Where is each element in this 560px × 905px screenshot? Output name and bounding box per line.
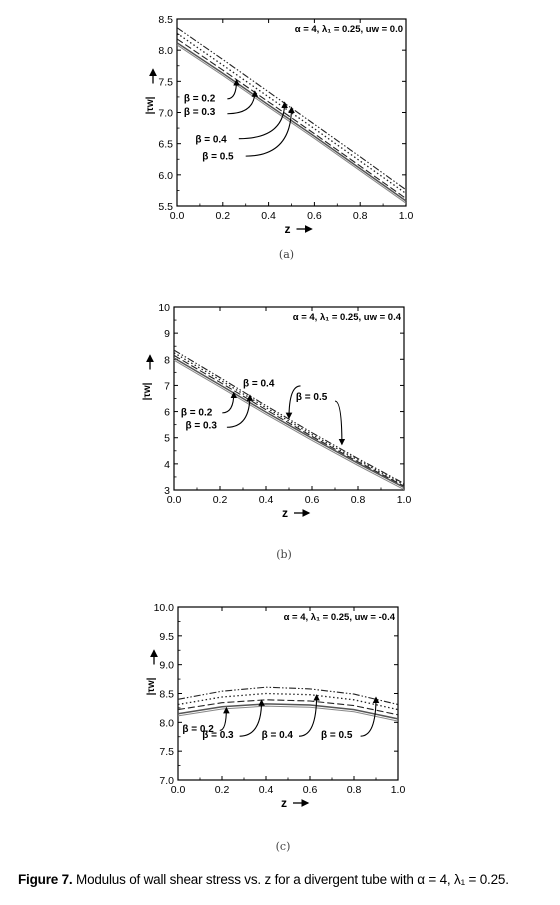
chart-panel-a	[0, 0, 560, 272]
series-label: β = 0.3	[183, 106, 216, 118]
series-line-1-shadow	[177, 45, 406, 203]
x-tick-label: 0.4	[261, 210, 276, 222]
x-tick-label: 0.0	[170, 784, 186, 796]
callout-arrow	[361, 698, 376, 737]
y-tick-label: 8.0	[159, 717, 174, 730]
chart-b-svg	[0, 290, 560, 570]
x-tick-label: 0.8	[346, 784, 362, 796]
series-label: β = 0.2	[183, 93, 216, 105]
x-axis-label: z	[284, 222, 291, 236]
y-tick-label: 4	[164, 458, 170, 471]
x-tick-label: 0.4	[258, 784, 274, 796]
y-tick-label: 5	[164, 432, 170, 445]
x-tick-label: 0.2	[212, 494, 228, 506]
y-tick-label: 5.5	[158, 201, 173, 213]
x-tick-label: 0.2	[215, 210, 231, 222]
y-tick-label: 6.0	[158, 169, 173, 182]
figure-caption	[18, 872, 548, 887]
y-tick-label: 10.0	[153, 602, 174, 614]
y-tick-label: 8.5	[158, 14, 173, 26]
panel-label: (c)	[275, 840, 291, 853]
plot-frame	[174, 307, 404, 490]
x-axis-label: z	[281, 796, 287, 810]
chart-a-svg	[0, 0, 560, 272]
parameter-annotation: α = 4, λ₁ = 0.25, uw = 0.4	[292, 312, 401, 323]
y-axis-label: |τw|	[142, 382, 153, 401]
x-tick-label: 0.2	[214, 784, 230, 796]
y-tick-label: 7.0	[158, 107, 173, 120]
y-tick-label: 7.0	[159, 775, 174, 787]
y-tick-label: 7	[164, 380, 170, 393]
series-line-2	[177, 39, 406, 199]
series-label: β = 0.5	[202, 151, 234, 163]
series-label: β = 0.3	[202, 729, 234, 741]
caption-lead: Figure 7.	[18, 872, 73, 887]
panel-label: (a)	[278, 248, 295, 261]
y-axis-label: |τw|	[146, 677, 157, 696]
panel-label: (b)	[276, 548, 292, 561]
callout-arrow	[220, 708, 227, 730]
series-label: β = 0.4	[243, 378, 275, 390]
series-label: β = 0.3	[185, 420, 217, 432]
parameter-annotation: α = 4, λ₁ = 0.25, uw = -0.4	[283, 612, 395, 623]
x-tick-label: 0.6	[304, 494, 320, 506]
series-label: β = 0.4	[261, 729, 294, 741]
x-tick-label: 0.6	[302, 784, 318, 796]
y-tick-label: 6	[164, 406, 170, 419]
x-tick-label: 0.8	[352, 210, 368, 222]
series-label: β = 0.4	[195, 134, 227, 146]
y-tick-label: 10	[158, 302, 170, 314]
x-tick-label: 0.4	[258, 494, 274, 506]
series-label: β = 0.2	[182, 724, 214, 736]
series-label: β = 0.5	[295, 391, 328, 403]
x-tick-label: 0.8	[350, 494, 366, 506]
x-tick-label: 0.6	[307, 210, 322, 222]
y-tick-label: 7.5	[158, 76, 173, 89]
y-tick-label: 8	[164, 354, 170, 367]
x-tick-label: 0.0	[169, 210, 185, 222]
x-tick-label: 1.0	[398, 210, 414, 222]
chart-panel-c	[0, 590, 560, 860]
caption-text: Modulus of wall shear stress vs. z for a divergent tube with α = 4, λ₁ = 0.25.	[72, 872, 509, 887]
series-label: β = 0.5	[321, 729, 353, 741]
y-tick-label: 3	[164, 485, 170, 497]
chart-c-svg	[0, 590, 560, 860]
parameter-annotation: α = 4, λ₁ = 0.25, uw = 0.0	[294, 24, 403, 35]
x-tick-label: 1.0	[390, 784, 406, 796]
series-label: β = 0.2	[180, 407, 213, 419]
chart-panel-b	[0, 290, 560, 570]
y-tick-label: 9	[164, 328, 170, 341]
callout-arrow	[335, 401, 342, 444]
x-tick-label: 0.0	[166, 494, 182, 506]
series-line-3	[178, 694, 398, 710]
y-tick-label: 7.5	[159, 746, 174, 759]
callout-arrow	[227, 80, 236, 99]
y-tick-label: 9.5	[159, 630, 174, 643]
y-tick-label: 8.5	[159, 688, 174, 701]
y-axis-label: |τw|	[145, 96, 156, 115]
y-tick-label: 6.5	[158, 138, 173, 151]
callout-arrow	[222, 393, 234, 413]
x-axis-label: z	[282, 506, 288, 520]
x-tick-label: 1.0	[396, 494, 412, 506]
series-line-1	[177, 43, 406, 201]
y-tick-label: 9.0	[159, 659, 174, 672]
callout-arrow	[246, 108, 292, 157]
y-tick-label: 8.0	[158, 45, 173, 58]
